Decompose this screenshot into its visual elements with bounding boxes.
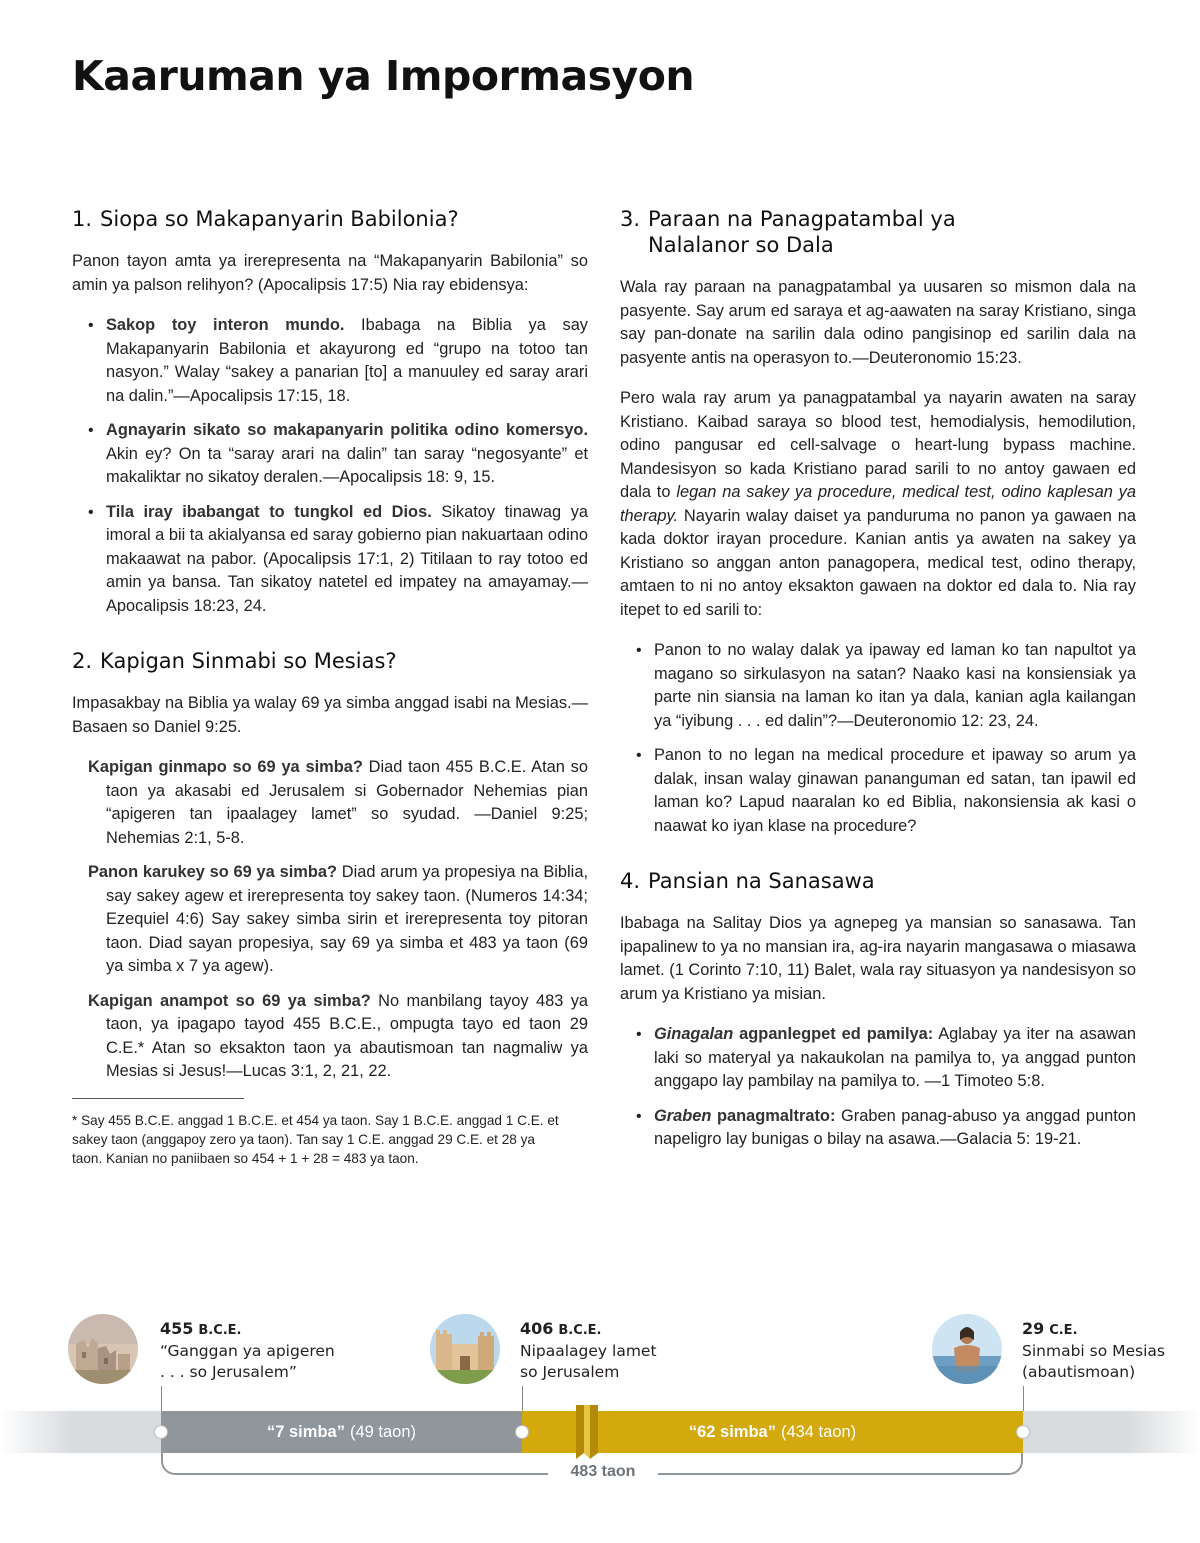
time-break-icon: [570, 1405, 606, 1459]
question-lead: Kapigan ginmapo so 69 ya simba?: [88, 758, 363, 776]
section-3-title: Paraan na Panagpatambal ya Nalalanor so Dala: [648, 207, 956, 257]
section-2-title: Kapigan Sinmabi so Mesias?: [100, 649, 397, 673]
section-3-heading: [620, 206, 1136, 258]
event-desc-line: “Ganggan ya apigeren: [160, 1342, 335, 1360]
event-label-455-bce: [160, 1318, 335, 1383]
event-era: B.C.E.: [198, 1323, 242, 1338]
section-4-number: 4.: [620, 869, 641, 893]
section-2-heading: [72, 648, 588, 674]
section-1-list: [72, 314, 588, 618]
section-3-list: [620, 639, 1136, 838]
baptism-illustration: [932, 1314, 1002, 1384]
rebuilt-city-illustration: [430, 1314, 500, 1384]
event-tick: [522, 1386, 523, 1412]
section-1-heading: [72, 206, 588, 232]
list-item: [88, 419, 588, 490]
question-text: Diad taon 455 B.C.E. Atan so taon ya akasabi ed Jerusalem si Gobernador Nehemias pian “apigeren tan ipaalagey lamet” so syudad. —Daniel 9:25; Nehemias 2:1, 5-8.: [106, 758, 588, 847]
event-dot: [515, 1425, 529, 1439]
list-item: [88, 314, 588, 408]
list-item: [88, 501, 588, 619]
question-text: Diad arum ya propesiya na Biblia, say sakey agew et irerepresenta toy sakey taon. (Numeros 14:34; Ezequiel 4:6) Say sakey simba sirin et irerepresenta toy pitoran taon. Diad sayan propesiya, say 69 ya simba et 483 ya taon (69 ya simba x 7 ya agew).: [106, 863, 588, 975]
section-1-number: 1.: [72, 207, 93, 231]
event-desc-line: so Jerusalem: [520, 1363, 620, 1381]
list-item-text: Ibabaga na Biblia ya say Makapanyarin Babilonia et akayurong ed “grupo na totoo tan nasyon.” Walay “sakey a panarian [to] a manuuley ed saray arari na dalin.”—Apocalipsis 17:15, 18.: [106, 316, 589, 405]
list-item: • Panon to no legan na medical procedure et ipaway so arum ya dalak, insan walay ginawan pananguman ed satan, tan ipawil ed laman ko? Lapud naaralan ko ed Biblia, nakonsiensia ak kasi o naawat ko iyan klase na procedure?: [636, 744, 1136, 838]
section-4-title: Pansian na Sanasawa: [648, 869, 875, 893]
segment-label: “7 simba”: [267, 1422, 345, 1441]
list-item-text: Sikatoy tinawag ya imoral a bii ta akialyansa ed saray gobierno pian nakuartaan odino makaawat na pabor. (Apocalipsis 17:1, 2) Titilaan to ray totoo ed amin ya bansa. Tan sikatoy natetel ed impatey na amayamay.—Apocalipsis 18:23, 24.: [106, 502, 589, 615]
section-4-heading: [620, 868, 1136, 894]
ruined-city-illustration: [68, 1314, 138, 1384]
page-title: Kaaruman ya Impormasyon: [72, 52, 695, 100]
list-item-lead: panagmaltrato:: [711, 1106, 836, 1125]
list-item-lead: Tila iray ibabangat to tungkol ed Dios.: [106, 502, 432, 521]
event-desc-line: . . . so Jerusalem”: [160, 1363, 297, 1381]
list-item: [636, 1105, 1136, 1152]
question-lead: Kapigan anampot so 69 ya simba?: [88, 991, 371, 1010]
event-desc-line: Nipaalagey lamet: [520, 1342, 657, 1360]
list-item-text: Aglabay ya iter na asawan laki so materyal ya nakaukolan na pamilya to, ya anggad punton anggapo lay pambilay na pamilya to. —1 Timoteo 5:8.: [654, 1025, 1137, 1090]
event-year: 29: [1022, 1319, 1045, 1338]
section-2-intro: Impasakbay na Biblia ya walay 69 ya simba anggad isabi na Mesias.—Basaen so Daniel 9:25.: [72, 694, 588, 736]
event-dot: [154, 1425, 168, 1439]
seventy-weeks-timeline: [0, 1300, 1200, 1500]
question-lead: Panon karukey so 69 ya simba?: [88, 863, 337, 881]
event-label-406-bce: [520, 1318, 657, 1383]
footnote-divider: [72, 1098, 244, 1099]
seven-weeks-segment: [161, 1411, 522, 1453]
list-item-lead: Agnayarin sikato so makapanyarin politika odino komersyo.: [106, 421, 588, 439]
footnote: * Say 455 B.C.E. anggad 1 B.C.E. et 454 ya taon. Say 1 B.C.E. anggad 1 C.E. et sakey taon (anggapoy zero ya taon). Tan say 1 C.E. anggad 29 C.E. et 28 ya taon. Kanian no paniibaen so 454 + 1 + 28 = 483 ya taon.: [72, 1112, 559, 1166]
total-span-label: 483 taon: [548, 1463, 658, 1481]
segment-duration: (434 taon): [780, 1422, 857, 1441]
event-desc-line: (abautismoan): [1022, 1363, 1136, 1381]
section-4-list: [620, 1023, 1136, 1152]
question-paragraph: [72, 990, 588, 1084]
section-3-paragraph-2: [620, 387, 1136, 622]
list-item-text: Graben panag-abuso ya anggad punton napeligro lay bunigas o bilay na asawa.—Galacia 5: 19-21.: [654, 1106, 1136, 1148]
event-year: 455: [160, 1319, 194, 1338]
event-year: 406: [520, 1319, 554, 1338]
list-item-lead-italic: Ginagalan: [654, 1025, 734, 1043]
event-tick: [161, 1386, 162, 1412]
section-3-number: 3.: [620, 207, 641, 231]
event-desc-line: Sinmabi so Mesias: [1022, 1342, 1165, 1360]
section-1-title: Siopa so Makapanyarin Babilonia?: [100, 207, 459, 231]
section-1-intro: Panon tayon amta ya irerepresenta na “Makapanyarin Babilonia” so amin ya palson relihyon? (Apocalipsis 17:5) Nia ray ebidensya:: [72, 252, 588, 294]
list-item-lead: agpanlegpet ed pamilya:: [733, 1025, 934, 1043]
paragraph-text: Pero wala ray arum ya panagpatambal ya nayarin awaten na saray Kristiano. Kaibad saraya so blood test, hemodialysis, hemodilution, odino pangusar ed cell-salvage o heart-lung bypass machine. Mandesisyon so kada Kristiano parad sarili to no antoy gawaen ed dala to: [620, 389, 1136, 501]
paragraph-emphasis: legan na sakey ya procedure, medical test, odino kaplesan ya therapy.: [620, 483, 1136, 525]
section-4-paragraph: Ibabaga na Salitay Dios ya agnepeg ya mansian so sanasawa. Tan ipapalinew to ya no mansian ira, ag-ira nayarin mangasawa o miasawa lamet. (1 Corinto 7:10, 11) Balet, wala ray situasyon ya nandesisyon so arum ya Kristiano ya misian.: [620, 914, 1136, 1003]
section-3-paragraph-1: Wala ray paraan na panagpatambal ya uusaren so mismon dala na pasyente. Say arum ed saraya et ag-aawaten na saray Kristiano, singa say pan-donate na sarilin dala odino pangisinop ed sarilin dala na pasyente antis na operasyon to.—Deuteronomio 15:23.: [620, 278, 1136, 367]
list-item: • Panon to no walay dalak ya ipaway ed laman ko tan napultot ya magano so sirkulasyon na satan? Naako kasi na konsiensiak ya parte nin siansia na laman ko itan ya dala, kanian agla kailangan ya “iyibung . . . ed dalin”?—Deuteronomio 12: 23, 24.: [636, 639, 1136, 733]
event-tick: [1023, 1386, 1024, 1412]
event-dot: [1016, 1425, 1030, 1439]
paragraph-text: Nayarin walay daiset ya panduruma no panon ya gawaen na kada doktor irayan procedure. Kanian antis ya awaten na sakey ya Kristiano so anggan anton panagopera, medical test, odino therapy, amtaen to ni no antoy eksakton gawaen na doktor ed dala to. Nia ray itepet to ed sarili to:: [620, 506, 1136, 619]
section-2-number: 2.: [72, 649, 93, 673]
right-column: [620, 206, 1136, 1170]
list-item-text: Akin ey? On ta “saray arari na dalin” tan saray “negosyante” et makaliktar no sikatoy deralen.—Apocalipsis 18: 9, 15.: [106, 444, 588, 486]
segment-duration: (49 taon): [349, 1422, 416, 1441]
event-label-29-ce: [1022, 1318, 1165, 1383]
segment-label: “62 simba”: [688, 1422, 776, 1441]
event-era: C.E.: [1049, 1323, 1078, 1338]
question-paragraph: [72, 861, 588, 979]
question-paragraph: [72, 756, 588, 850]
list-item: [636, 1023, 1136, 1094]
list-item-lead: Sakop toy interon mundo.: [106, 316, 345, 334]
left-column: [72, 206, 588, 1168]
list-item-lead-italic: Graben: [654, 1106, 712, 1125]
question-text: No manbilang tayoy 483 ya taon, ya ipagapo tayod 455 B.C.E., ompugta tayo ed taon 29 C.E.* Atan so eksakton taon ya abautismoan tan nagmaliw ya Mesias si Jesus!—Lucas 3:1, 2, 21, 22.: [106, 991, 589, 1080]
event-era: B.C.E.: [558, 1323, 602, 1338]
